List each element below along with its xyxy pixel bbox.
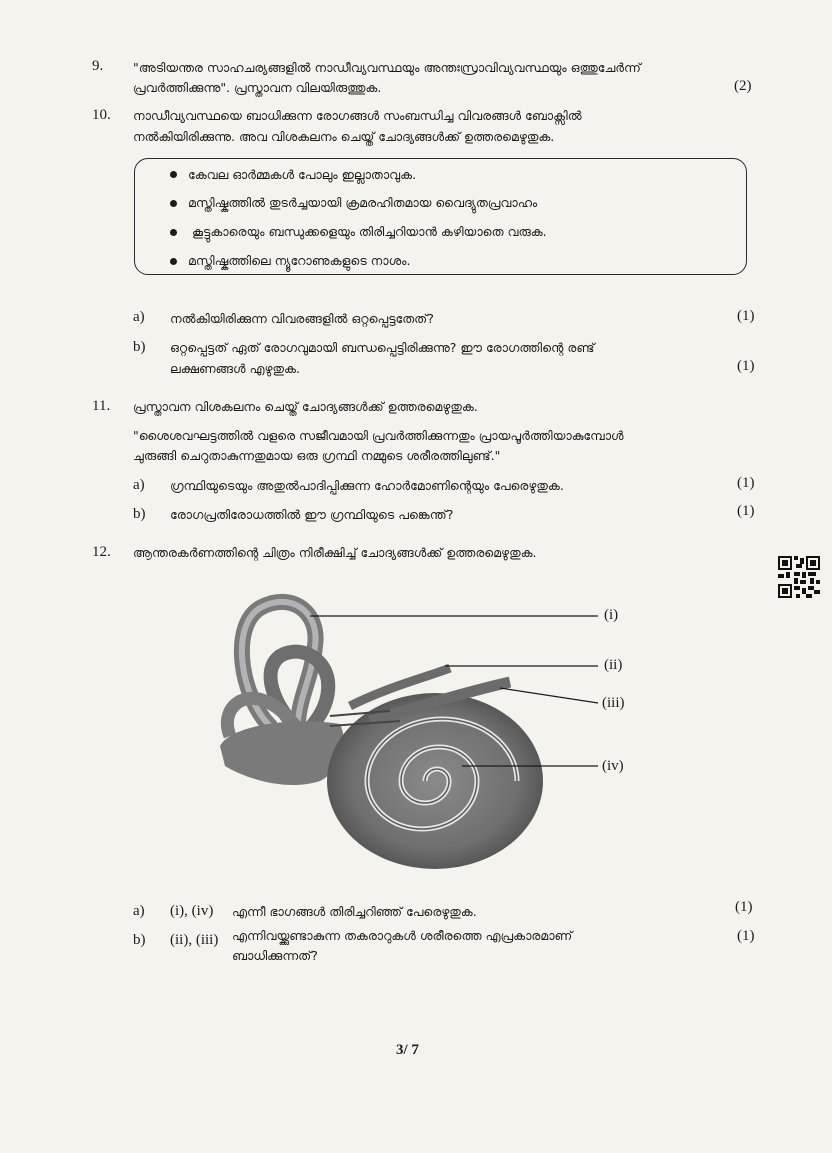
diagram-label-i: (i) (604, 607, 619, 623)
page-number: 3/ 7 (396, 1042, 419, 1058)
question-9-number: 9. (92, 58, 104, 74)
question-12-line-1: ആന്തരകർണത്തിന്റെ ചിത്രം നിരീക്ഷിച്ച് ചോദ്യങ്ങൾക്ക് ഉത്തരമെഴുതുക. (133, 545, 537, 560)
vestibule (220, 721, 344, 785)
question-12-a-text: എന്നീ ഭാഗങ്ങൾ തിരിച്ചറിഞ്ഞ് പേരെഴുതുക. (232, 904, 477, 919)
question-10-b-line-1: ഒറ്റപ്പെട്ടത് ഏത് രോഗവുമായി ബന്ധപ്പെട്ടിരിക്കുന്നു? ഈ രോഗത്തിന്റെ രണ്ട് (170, 340, 595, 355)
question-10-a-label: a) (133, 309, 145, 325)
bullet-2 (170, 200, 177, 207)
question-11-a-mark: (1) (737, 475, 755, 491)
question-10-a-text: നൽകിയിരിക്കുന്ന വിവരങ്ങളിൽ ഒറ്റപ്പെട്ടതേത്? (170, 311, 434, 326)
question-11-b-mark: (1) (737, 503, 755, 519)
question-12-number: 12. (92, 544, 111, 560)
bullet-3 (170, 229, 177, 236)
box-item-4: മസ്തിഷ്കത്തിലെ ന്യൂറോണുകളുടെ നാശം. (188, 253, 411, 268)
question-11-b-text: രോഗപ്രതിരോധത്തിൽ ഈ ഗ്രന്ഥിയുടെ പങ്കെന്ത്? (170, 507, 454, 522)
diagram-label-iv: (iv) (602, 758, 624, 774)
question-12-a-label: a) (133, 903, 145, 919)
question-10-b-label: b) (133, 339, 146, 355)
box-item-2: മസ്തിഷ്കത്തിൽ തുടർച്ചയായി ക്രമരഹിതമായ വൈദ്യുതപ്രവാഹം (188, 195, 538, 210)
question-12-b-line-1: എന്നിവയ്ക്കുണ്ടാകുന്ന തകരാറുകൾ ശരീരത്തെ എപ്രകാരമാണ് (232, 928, 573, 943)
qr-code-icon (778, 556, 820, 598)
box-item-3: കൂട്ടുകാരെയും ബന്ധുക്കളെയും തിരിച്ചറിയാൻ കഴിയാതെ വരുക. (192, 224, 547, 239)
question-12-b-line-2: ബാധിക്കുന്നത്? (232, 948, 318, 963)
question-11-quote-1: "ശൈശവഘട്ടത്തിൽ വളരെ സജീവമായി പ്രവർത്തിക്കുന്നതും പ്രായപൂർത്തിയാകുമ്പോൾ (133, 428, 624, 443)
question-9-line-2: പ്രവർത്തിക്കുന്നു". പ്രസ്താവന വിലയിരുത്തുക. (133, 80, 382, 95)
question-9-line-1: "അടിയന്തര സാഹചര്യങ്ങളിൽ നാഡീവ്യവസ്ഥയും അന്തഃസ്രാവിവ്യവസ്ഥയും ഒത്തുചേർന്ന് (133, 60, 641, 75)
question-11-quote-2: ചുരുങ്ങി ചെറുതാകുന്നതുമായ ഒരു ഗ്രന്ഥി നമ്മുടെ ശരീരത്തിലുണ്ട്." (133, 448, 501, 463)
question-12-b-mark: (1) (737, 928, 755, 944)
bullet-1 (170, 171, 177, 178)
question-11-a-label: a) (133, 477, 145, 493)
question-11-b-label: b) (133, 506, 146, 522)
question-10-line-1: നാഡീവ്യവസ്ഥയെ ബാധിക്കുന്ന രോഗങ്ങൾ സംബന്ധിച്ച വിവരങ്ങൾ ബോക്സിൽ (133, 108, 582, 123)
diagram-label-iii: (iii) (602, 695, 625, 711)
question-11-line-1: പ്രസ്താവന വിശകലനം ചെയ്ത് ചോദ്യങ്ങൾക്ക് ഉത്തരമെഴുതുക. (133, 399, 478, 414)
diagram-label-ii: (ii) (604, 657, 623, 673)
bullet-4 (170, 258, 177, 265)
question-10-line-2: നൽകിയിരിക്കുന്നു. അവ വിശകലനം ചെയ്ത് ചോദ്യങ്ങൾക്ക് ഉത്തരമെഴുതുക. (133, 129, 555, 144)
question-10-b-line-2: ലക്ഷണങ്ങൾ എഴുതുക. (170, 361, 300, 376)
question-12-a-ref: (i), (iv) (170, 903, 214, 919)
question-9-mark: (2) (734, 78, 752, 94)
question-11-a-text: ഗ്രന്ഥിയുടെയും അതുൽപാദിപ്പിക്കുന്ന ഹോർമോണിന്റെയും പേരെഴുതുക. (170, 478, 564, 493)
question-10-b-mark: (1) (737, 358, 755, 374)
question-12-b-label: b) (133, 932, 146, 948)
inner-ear-diagram (200, 586, 640, 871)
question-11-number: 11. (92, 398, 111, 414)
box-item-1: കേവല ഓർമ്മകൾ പോലും ഇല്ലാതാവുക. (188, 167, 417, 182)
question-12-a-mark: (1) (735, 899, 753, 915)
question-12-b-ref: (ii), (iii) (170, 932, 219, 948)
question-10-a-mark: (1) (737, 308, 755, 324)
question-10-number: 10. (92, 107, 111, 123)
